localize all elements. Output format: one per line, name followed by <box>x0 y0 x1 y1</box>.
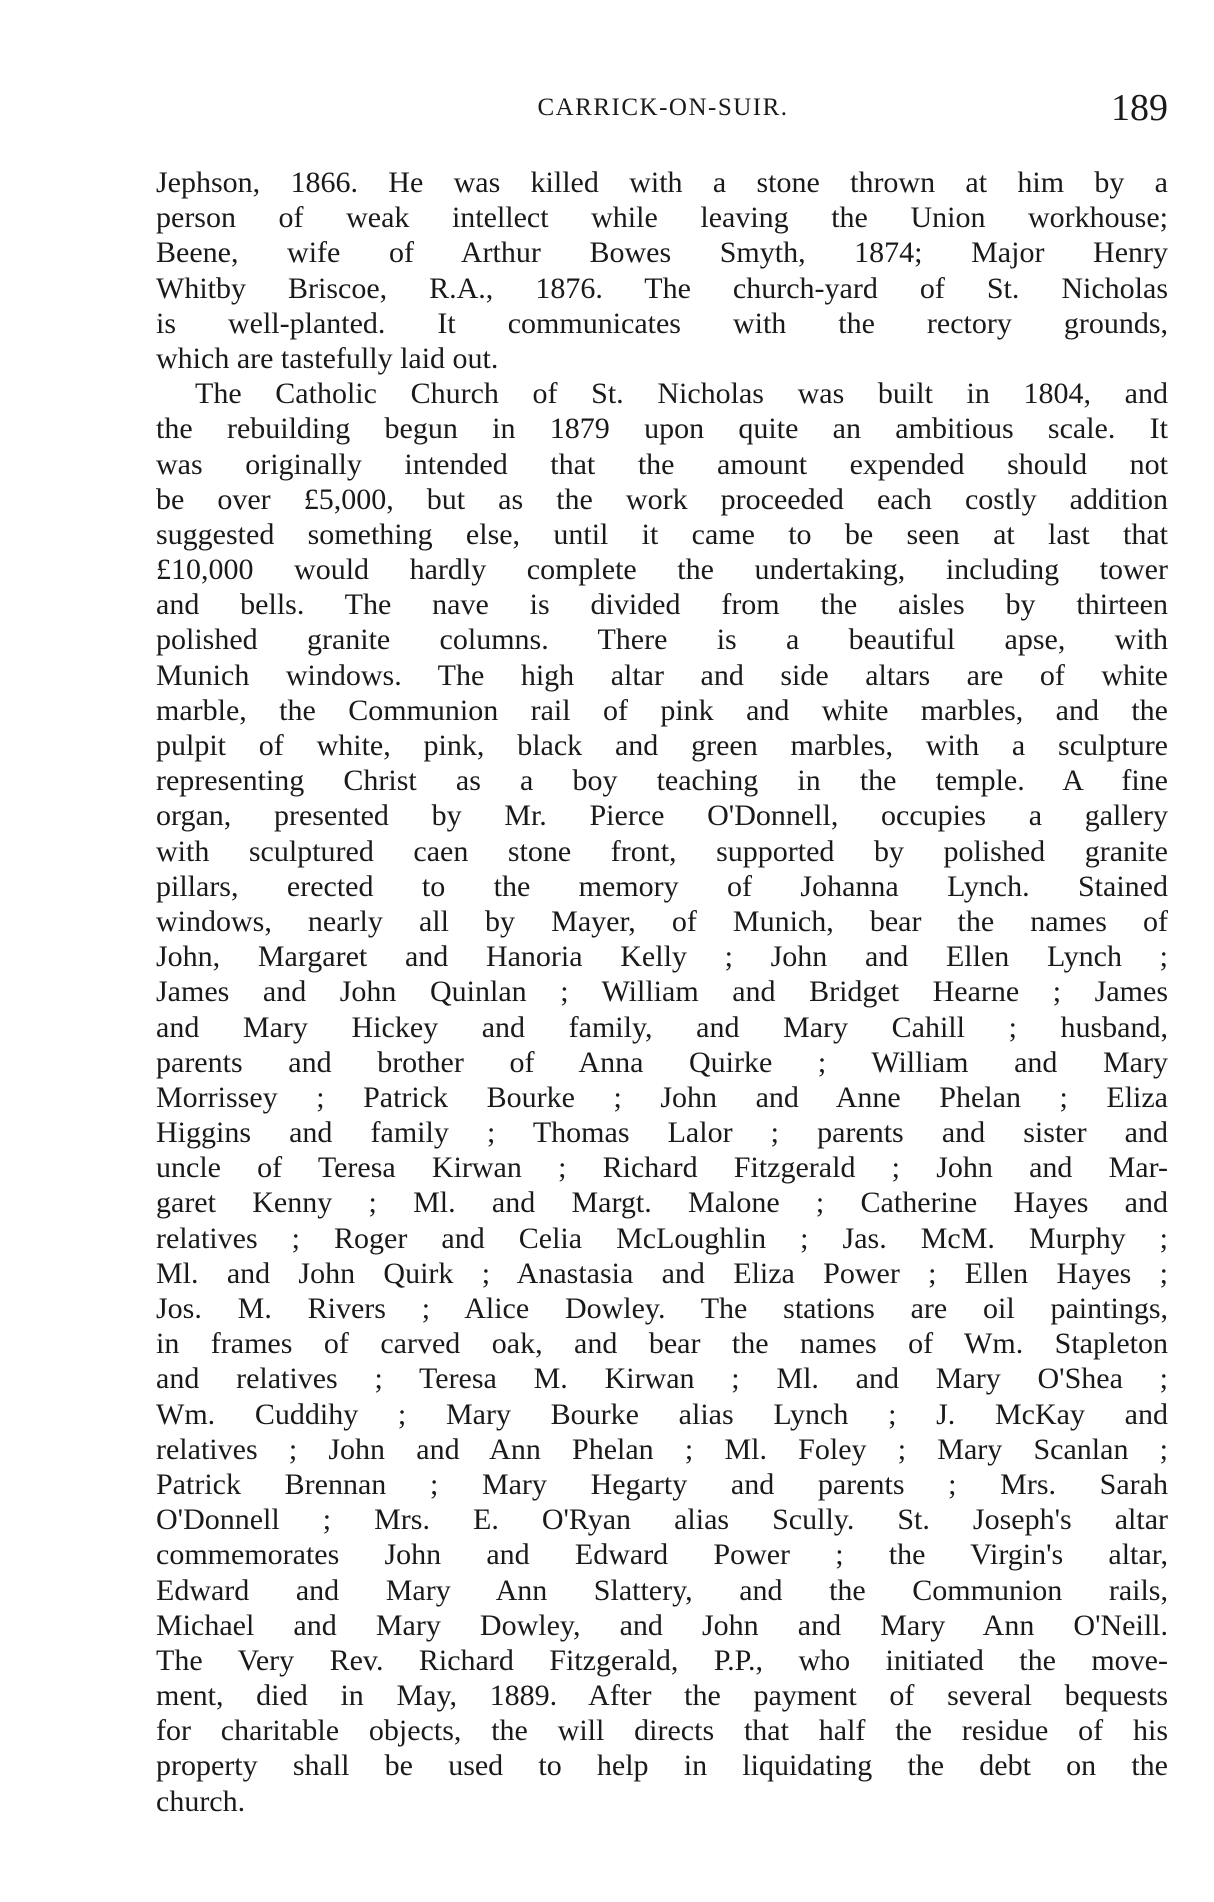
text-line: representing Christ as a boy teaching in the temple. A fine <box>156 764 1168 798</box>
body-text <box>156 165 1168 1819</box>
text-line: Ml. and John Quirk ; Anastasia and Eliza Power ; Ellen Hayes ; <box>156 1256 1168 1290</box>
text-line: property shall be used to help in liquidating the debt on the <box>156 1749 1168 1783</box>
text-line: parents and brother of Anna Quirke ; William and Mary <box>156 1045 1168 1079</box>
text-line: pillars, erected to the memory of Johanna Lynch. Stained <box>156 869 1168 903</box>
text-line: O'Donnell ; Mrs. E. O'Ryan alias Scully. St. Joseph's altar <box>156 1503 1168 1537</box>
running-title: CARRICK-ON-SUIR. <box>537 94 789 121</box>
text-line: church. <box>156 1784 246 1818</box>
text-line: commemorates John and Edward Power ; the Virgin's altar, <box>156 1538 1168 1572</box>
text-line: windows, nearly all by Mayer, of Munich, bear the names of <box>156 904 1168 938</box>
text-line: marble, the Communion rail of pink and white marbles, and the <box>156 693 1168 727</box>
text-line: pulpit of white, pink, black and green marbles, with a sculpture <box>156 729 1168 762</box>
text-line: organ, presented by Mr. Pierce O'Donnell, occupies a gallery <box>156 799 1168 833</box>
text-line: Jephson, 1866. He was killed with a stone thrown at him by a <box>156 166 1168 199</box>
text-line: Wm. Cuddihy ; Mary Bourke alias Lynch ; J. McKay and <box>156 1397 1168 1431</box>
text-line: Beene, wife of Arthur Bowes Smyth, 1874; Major Henry <box>156 236 1168 270</box>
text-line: polished granite columns. There is a beautiful apse, with <box>156 623 1168 657</box>
text-line: for charitable objects, the will directs that half the residue of his <box>156 1714 1168 1748</box>
text-line: suggested something else, until it came to be seen at last that <box>156 517 1168 551</box>
text-line: and relatives ; Teresa M. Kirwan ; Ml. and Mary O'Shea ; <box>156 1362 1168 1396</box>
text-line: Patrick Brennan ; Mary Hegarty and parents ; Mrs. Sarah <box>156 1467 1168 1501</box>
text-line: John, Margaret and Hanoria Kelly ; John and Ellen Lynch ; <box>156 940 1168 974</box>
text-line: be over £5,000, but as the work proceeded each costly addition <box>156 482 1168 516</box>
text-line: garet Kenny ; Ml. and Margt. Malone ; Catherine Hayes and <box>156 1186 1168 1220</box>
text-line: in frames of carved oak, and bear the names of Wm. Stapleton <box>156 1327 1168 1361</box>
text-line: Jos. M. Rivers ; Alice Dowley. The stations are oil paintings, <box>156 1292 1168 1325</box>
paragraph-first-line: The Catholic Church of St. Nicholas was built in 1804, and <box>195 377 1168 411</box>
text-line: the rebuilding begun in 1879 upon quite an ambitious scale. It <box>156 412 1168 446</box>
text-line: with sculptured caen stone front, supported by polished granite <box>156 834 1168 868</box>
text-line: James and John Quinlan ; William and Bridget Hearne ; James <box>156 975 1168 1009</box>
text-line: Higgins and family ; Thomas Lalor ; parents and sister and <box>156 1116 1168 1150</box>
text-line: Edward and Mary Ann Slattery, and the Communion rails, <box>156 1573 1168 1607</box>
text-line: Munich windows. The high altar and side altars are of white <box>156 658 1168 692</box>
text-line: person of weak intellect while leaving the Union workhouse; <box>156 201 1168 235</box>
text-line: Michael and Mary Dowley, and John and Mary Ann O'Neill. <box>156 1608 1168 1642</box>
text-line: relatives ; Roger and Celia McLoughlin ; Jas. McM. Murphy ; <box>156 1221 1168 1255</box>
running-head <box>158 87 1168 130</box>
text-line: was originally intended that the amount expended should not <box>156 447 1168 481</box>
text-line: relatives ; John and Ann Phelan ; Ml. Foley ; Mary Scanlan ; <box>156 1432 1168 1466</box>
page-number: 189 <box>1111 87 1168 129</box>
text-line: Whitby Briscoe, R.A., 1876. The church-yard of St. Nicholas <box>156 271 1168 305</box>
text-line: ment, died in May, 1889. After the payment of several bequests <box>156 1679 1168 1713</box>
text-line: which are tastefully laid out. <box>156 341 499 375</box>
text-line: The Very Rev. Richard Fitzgerald, P.P., who initiated the move- <box>156 1643 1168 1677</box>
text-line: is well-planted. It communicates with the rectory grounds, <box>156 306 1168 340</box>
text-line: and Mary Hickey and family, and Mary Cahill ; husband, <box>156 1010 1168 1044</box>
text-line: £10,000 would hardly complete the undertaking, including tower <box>156 553 1168 587</box>
text-line: Morrissey ; Patrick Bourke ; John and Anne Phelan ; Eliza <box>156 1080 1168 1114</box>
text-line: uncle of Teresa Kirwan ; Richard Fitzgerald ; John and Mar- <box>156 1151 1168 1185</box>
text-line: and bells. The nave is divided from the aisles by thirteen <box>156 588 1168 622</box>
